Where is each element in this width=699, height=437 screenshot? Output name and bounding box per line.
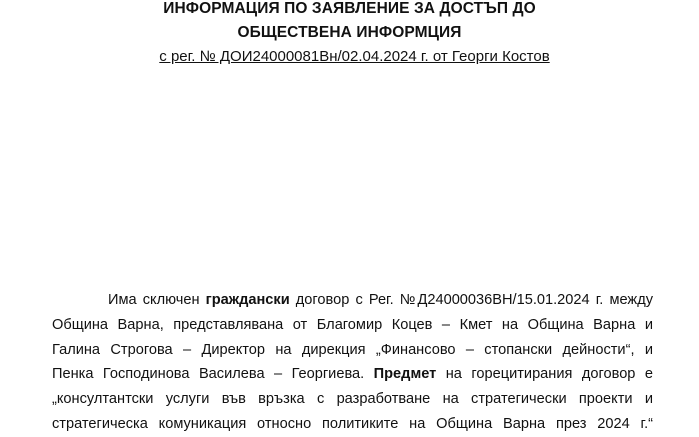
contract-paragraph [52,288,653,437]
paragraph-line-2: Община Варна, представлявана от Благомир Коцев – Кмет на Община Варна и [52,316,653,333]
paragraph-line-3: Галина Строгова – Директор на дирекция „Финансово – стопански дейности“, и [52,341,653,358]
paragraph-line-6: стратегическа комуникация относно политиките на Община Варна през 2024 г.“ [52,415,653,432]
document-title-line-2: ОБЩЕСТВЕНА ИНФОРМЦИЯ [237,24,462,41]
paragraph-line-4 [52,362,653,387]
registration-reference: с рег. № ДОИ24000081Вн/02.04.2024 г. от Георги Костов [159,48,550,65]
paragraph-line-5: „консултантски услуги във връзка с разработване на стратегически проекти и [52,391,653,408]
text-run: договор с Рег. №Д24000036ВН/15.01.2024 г. между [289,292,654,308]
document-title-line-1: ИНФОРМАЦИЯ ПО ЗАЯВЛЕНИЕ ЗА ДОСТЪП ДО [163,0,536,17]
text-run: на горецитирания договор е [436,366,653,383]
bold-term-subject: Предмет [373,366,437,383]
bold-term-civil: граждански [205,292,290,308]
text-run: Пенка Господинова Василева – Георгиева. [52,366,374,383]
paragraph-line-1 [52,288,653,313]
text-run: Има сключен [108,292,206,308]
